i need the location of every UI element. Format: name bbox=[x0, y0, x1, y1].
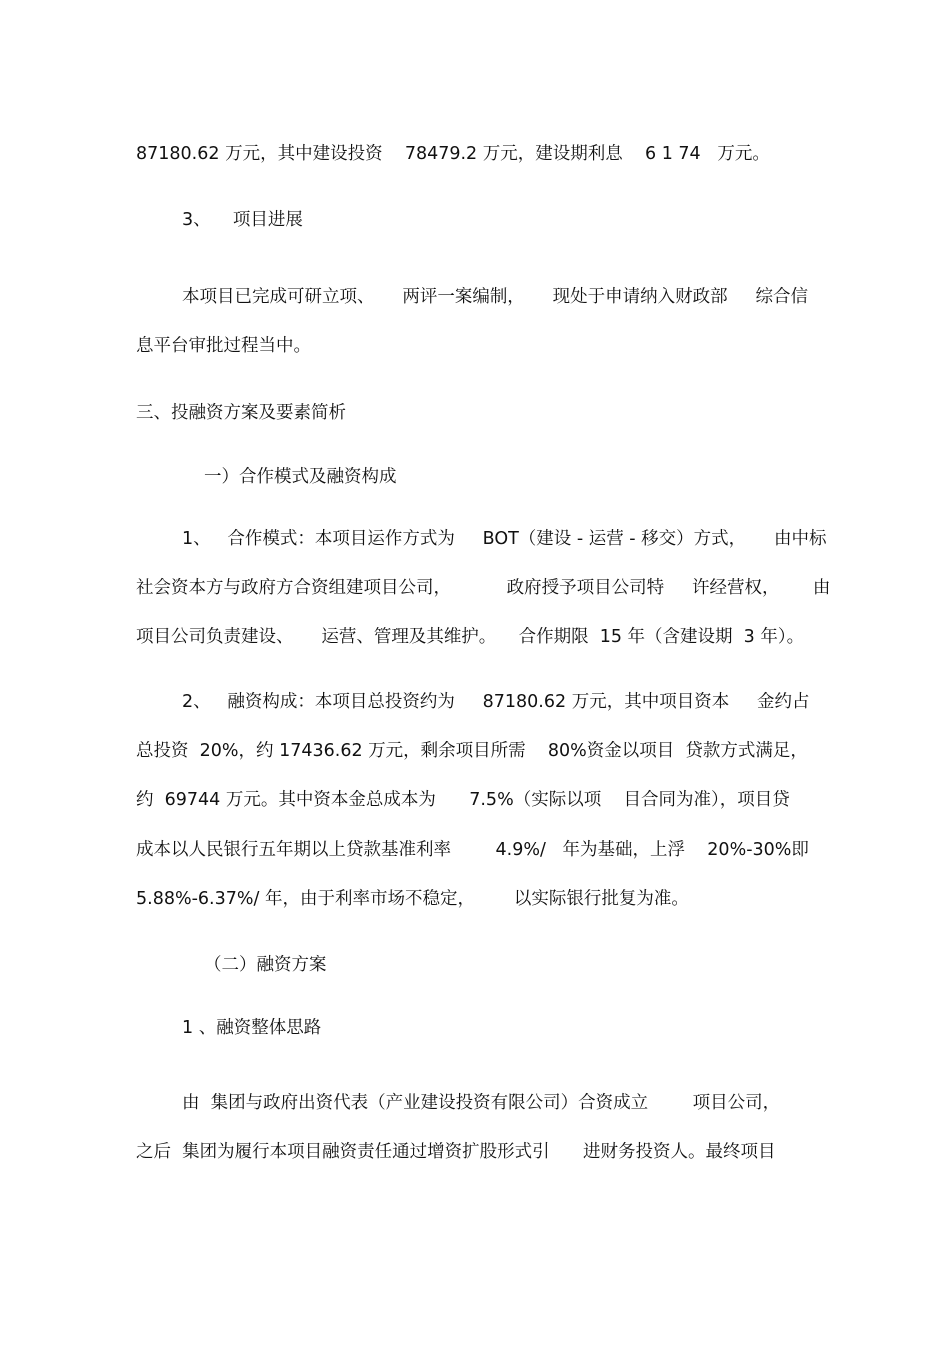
heading-overall-approach: 1 、融资整体思路 bbox=[182, 1018, 322, 1038]
text-line-10: 2、 融资构成：本项目总投资约为 87180.62 万元，其中项目资本 金约占 bbox=[182, 692, 810, 712]
text-line-4: 息平台审批过程当中。 bbox=[136, 336, 311, 356]
text-line-1: 87180.62 万元，其中建设投资 78479.2 万元，建设期利息 6 1 74 万元。 bbox=[136, 144, 770, 164]
text-line-11: 总投资 20%，约 17436.62 万元，剩余项目所需 80%资金以项目 贷款方式满足， bbox=[136, 741, 808, 761]
text-line-7: 1、 合作模式：本项目运作方式为 BOT（建设 - 运营 - 移交）方式， 由中标 bbox=[182, 529, 827, 549]
text-line-17: 由 集团与政府出资代表（产业建设投资有限公司）合资成立 项目公司， bbox=[182, 1093, 781, 1113]
text-line-3: 本项目已完成可研立项、 两评一案编制， 现处于申请纳入财政部 综合信 bbox=[182, 287, 808, 307]
text-line-9: 项目公司负责建设、 运营、管理及其维护。 合作期限 15 年（含建设期 3 年）。 bbox=[136, 627, 805, 647]
text-line-8: 社会资本方与政府方合资组建项目公司， 政府授予项目公司特 许经营权， 由 bbox=[136, 578, 831, 598]
text-line-13: 成本以人民银行五年期以上贷款基准利率 4.9%/ 年为基础，上浮 20%-30%即 bbox=[136, 840, 809, 860]
text-line-18: 之后 集团为履行本项目融资责任通过增资扩股形式引 进财务投资人。最终项目 bbox=[136, 1142, 776, 1162]
text-line-14: 5.88%-6.37%/ 年，由于利率市场不稳定， 以实际银行批复为准。 bbox=[136, 889, 689, 909]
heading-financing-plan: （二）融资方案 bbox=[204, 955, 327, 975]
heading-cooperation-model: 一）合作模式及融资构成 bbox=[204, 467, 397, 487]
heading-section-three: 三、投融资方案及要素简析 bbox=[136, 403, 346, 423]
text-line-12: 约 69744 万元。其中资本金总成本为 7.5%（实际以项 目合同为准），项目贷 bbox=[136, 790, 790, 810]
heading-project-progress: 3、 项目进展 bbox=[182, 210, 303, 230]
